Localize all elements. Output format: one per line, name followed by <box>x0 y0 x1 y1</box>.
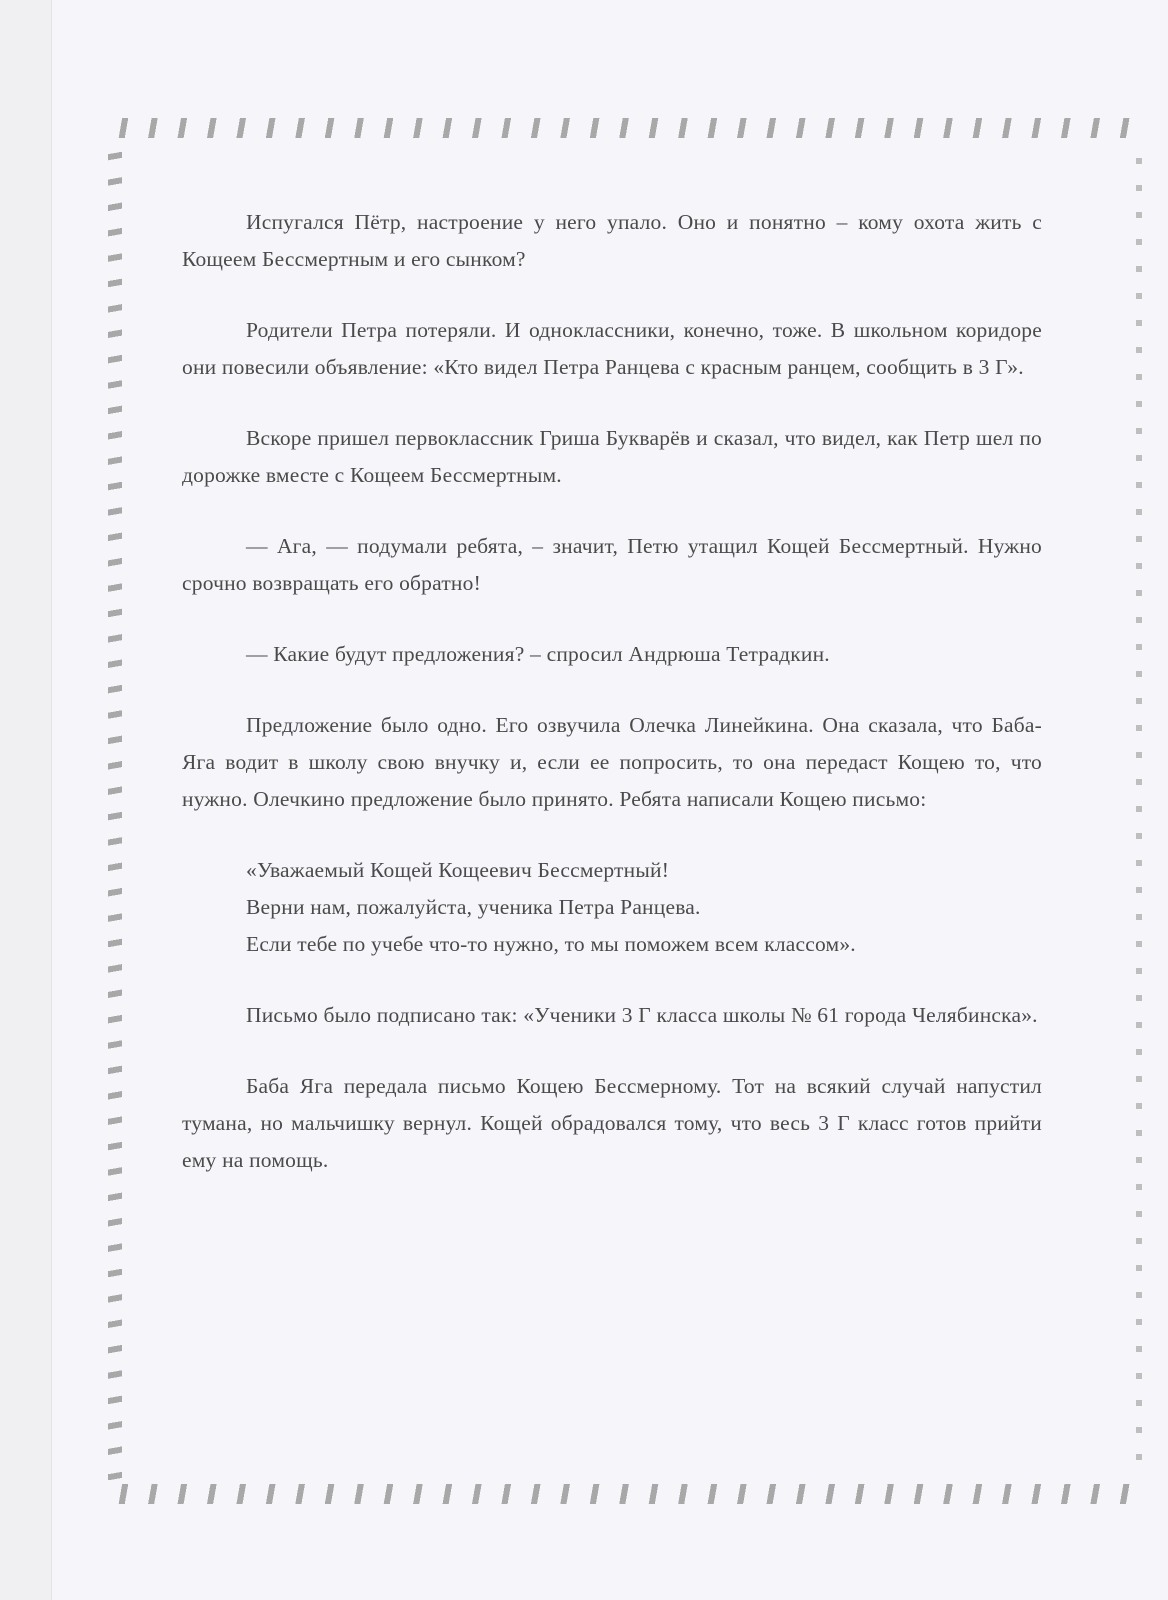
paragraph: Баба Яга передала письмо Кощею Бессмерному. Тот на всякий случай напустил тумана, но мальчишку вернул. Кощей обрадовался тому, что весь 3 Г класс готов прийти ему на помощь. <box>182 1074 1042 1172</box>
decorative-border-top <box>112 118 1132 138</box>
paragraph: — Какие будут предложения? – спросил Андрюша Тетрадкин. <box>246 642 830 666</box>
paragraph: Предложение было одно. Его озвучила Олечка Линейкина. Она сказала, что Баба-Яга водит в школу свою внучку и, если ее попросить, то она передаст Кощею то, что нужно. Олечкино предложение было принято. Ребята написали Кощею письмо: <box>182 713 1042 811</box>
letter-quote <box>182 852 1042 963</box>
paragraph: Вскоре пришел первоклассник Гриша Букварёв и сказал, что видел, как Петр шел по дорожке вместе с Кощеем Бессмертным. <box>182 426 1042 487</box>
paragraph: Испугался Пётр, настроение у него упало. Оно и понятно – кому охота жить с Кощеем Бессмертным и его сынком? <box>182 210 1042 271</box>
letter-line: Верни нам, пожалуйста, ученика Петра Ранцева. <box>246 895 701 919</box>
paragraph: Родители Петра потеряли. И одноклассники, конечно, тоже. В школьном коридоре они повесили объявление: «Кто видел Петра Ранцева с красным ранцем, сообщить в 3 Г». <box>182 318 1042 379</box>
paragraph: — Ага, — подумали ребята, – значит, Петю утащил Кощей Бессмертный. Нужно срочно возвращать его обратно! <box>182 534 1042 595</box>
letter-line: Если тебе по учебе что-то нужно, то мы поможем всем классом». <box>246 932 856 956</box>
paragraph: Письмо было подписано так: «Ученики 3 Г класса школы № 61 города Челябинска». <box>246 1003 1038 1027</box>
decorative-border-bottom <box>112 1484 1132 1504</box>
story-text <box>182 204 1042 1213</box>
decorative-border-left <box>108 140 122 1480</box>
letter-line: «Уважаемый Кощей Кощеевич Бессмертный! <box>246 858 670 882</box>
decorative-border-right <box>1136 140 1142 1480</box>
